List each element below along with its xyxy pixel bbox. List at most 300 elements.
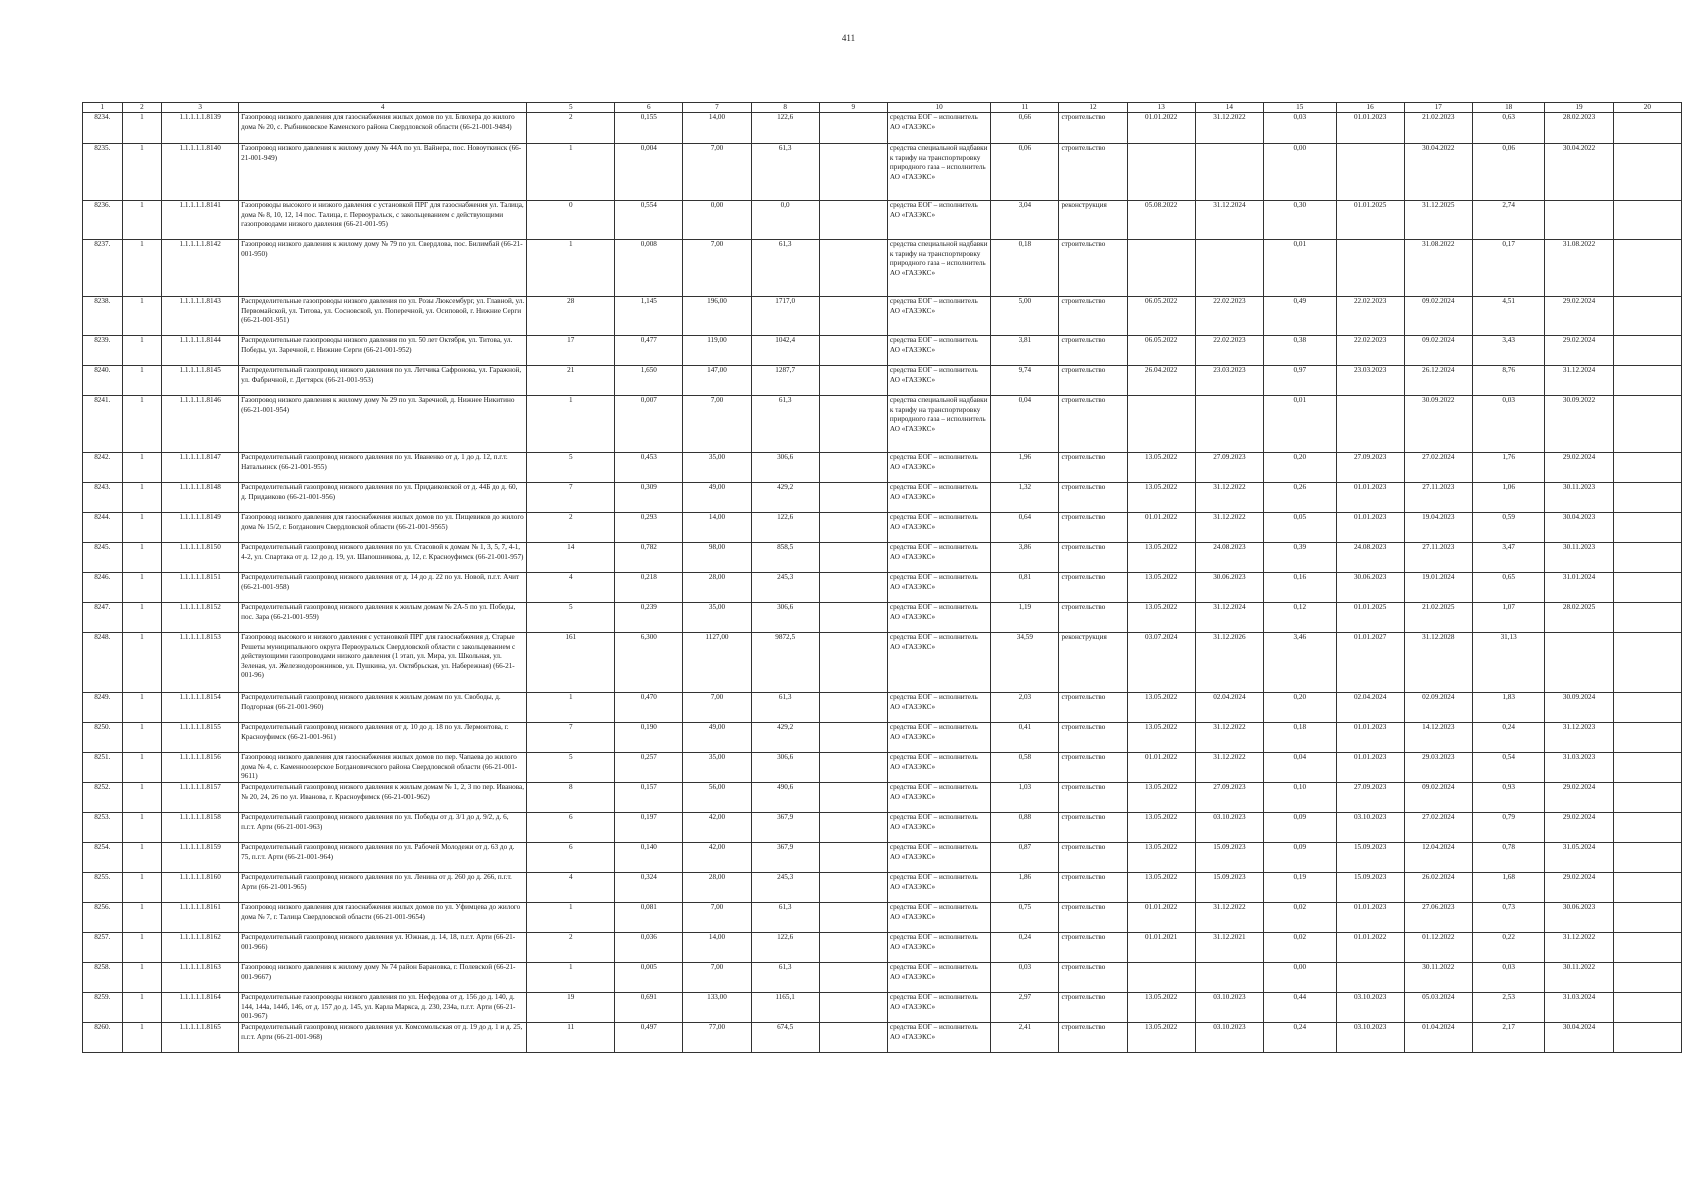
column-15-cell: 0,26	[1263, 483, 1336, 513]
column-2-cell: 1	[122, 543, 162, 573]
column-6-cell: 6,300	[615, 633, 683, 693]
column-20-cell	[1613, 993, 1681, 1023]
work-type-cell: строительство	[1059, 240, 1127, 297]
column-14-cell: 02.04.2024	[1195, 693, 1263, 723]
column-11-cell: 0,75	[991, 903, 1059, 933]
column-20-cell	[1613, 903, 1681, 933]
row-number-cell: 8259.	[83, 993, 123, 1023]
work-type-cell: строительство	[1059, 1023, 1127, 1053]
funding-source-cell: средства ЕОГ – исполнитель АО «ГАЗЭКС»	[887, 813, 990, 843]
item-code-cell: 1.1.1.1.1.8158	[162, 813, 239, 843]
row-number-cell: 8251.	[83, 753, 123, 783]
column-16-cell: 01.01.2023	[1336, 903, 1404, 933]
table-row	[83, 453, 1682, 483]
row-number-cell: 8249.	[83, 693, 123, 723]
column-5-cell: 6	[527, 843, 615, 873]
column-15-cell: 0,10	[1263, 783, 1336, 813]
object-description-cell: Распределительный газопровод низкого давления по ул. Летчика Сафронова, ул. Гаражной, ул. Фабричной, г. Дегтярск (66-21-001-953)	[239, 366, 527, 396]
column-15-cell: 0,02	[1263, 933, 1336, 963]
column-5-cell: 5	[527, 753, 615, 783]
column-16-cell: 22.02.2023	[1336, 297, 1404, 336]
work-type-cell: строительство	[1059, 783, 1127, 813]
row-number-cell: 8243.	[83, 483, 123, 513]
header-row	[83, 103, 1682, 113]
column-9-cell	[819, 297, 887, 336]
column-19-cell: 31.12.2022	[1545, 933, 1613, 963]
column-6-cell: 0,324	[615, 873, 683, 903]
column-13-cell: 05.08.2022	[1127, 201, 1195, 240]
column-6-cell: 0,239	[615, 603, 683, 633]
column-18-cell: 2,17	[1472, 1023, 1545, 1053]
column-15-cell: 3,46	[1263, 633, 1336, 693]
column-20-cell	[1613, 396, 1681, 453]
column-6-cell: 0,257	[615, 753, 683, 783]
column-9-cell	[819, 240, 887, 297]
funding-source-cell: средства ЕОГ – исполнитель АО «ГАЗЭКС»	[887, 543, 990, 573]
column-19-cell: 31.03.2023	[1545, 753, 1613, 783]
item-code-cell: 1.1.1.1.1.8162	[162, 933, 239, 963]
column-5-cell: 161	[527, 633, 615, 693]
column-2-cell: 1	[122, 963, 162, 993]
column-17-cell: 30.04.2022	[1404, 144, 1472, 201]
column-9-cell	[819, 336, 887, 366]
object-description-cell: Распределительный газопровод низкого давления к жилым домам № 1, 2, 3 по пер. Иванова, № 20, 24, 26 по ул. Иванова, г. Красноуфимск (66-21-001-962)	[239, 783, 527, 813]
column-19-cell: 29.02.2024	[1545, 453, 1613, 483]
column-9-cell	[819, 396, 887, 453]
column-17-cell: 19.01.2024	[1404, 573, 1472, 603]
column-7-cell: 49,00	[683, 723, 751, 753]
row-number-cell: 8236.	[83, 201, 123, 240]
column-6-cell: 0,497	[615, 1023, 683, 1053]
column-11-cell: 2,97	[991, 993, 1059, 1023]
column-6-cell: 0,293	[615, 513, 683, 543]
column-7-cell: 147,00	[683, 366, 751, 396]
object-description-cell: Газопровод низкого давления для газоснабжения жилых домов по ул. Уфимцева до жилого дома № 7, г. Талица Свердловской области (66-21-001-9654)	[239, 903, 527, 933]
column-5-cell: 2	[527, 933, 615, 963]
column-13-cell: 13.05.2022	[1127, 993, 1195, 1023]
column-5-cell: 14	[527, 543, 615, 573]
column-16-cell: 03.10.2023	[1336, 813, 1404, 843]
column-2-cell: 1	[122, 113, 162, 144]
column-16-cell: 15.09.2023	[1336, 843, 1404, 873]
column-9-cell	[819, 543, 887, 573]
column-15-cell: 0,97	[1263, 366, 1336, 396]
column-19-cell: 30.04.2024	[1545, 1023, 1613, 1053]
column-7-cell: 7,00	[683, 693, 751, 723]
object-description-cell: Газопровод низкого давления к жилому дому № 44А по ул. Вайнера, пос. Новоуткинск (66-21-001-949)	[239, 144, 527, 201]
item-code-cell: 1.1.1.1.1.8142	[162, 240, 239, 297]
column-19-cell: 29.02.2024	[1545, 783, 1613, 813]
column-9-cell	[819, 201, 887, 240]
column-19-cell: 28.02.2023	[1545, 113, 1613, 144]
column-15-cell: 0,24	[1263, 1023, 1336, 1053]
column-15-cell: 0,38	[1263, 336, 1336, 366]
column-9-cell	[819, 753, 887, 783]
object-description-cell: Распределительные газопроводы низкого давления по ул. Нефедова от д. 156 до д. 140, д. 144, 144а, 144б, 146, от д. 157 до д. 145, ул. Карла Маркса, д. 230, 234а, п.г.т. Арти (66-21-001-967)	[239, 993, 527, 1023]
column-2-cell: 1	[122, 201, 162, 240]
column-18-cell: 0,06	[1472, 144, 1545, 201]
column-5-cell: 6	[527, 813, 615, 843]
table-row	[83, 113, 1682, 144]
column-17-cell: 27.11.2023	[1404, 483, 1472, 513]
column-20-cell	[1613, 573, 1681, 603]
column-17-cell: 31.12.2028	[1404, 633, 1472, 693]
column-8-cell: 61,3	[751, 240, 819, 297]
column-20-cell	[1613, 240, 1681, 297]
column-8-cell: 674,5	[751, 1023, 819, 1053]
column-8-cell: 858,5	[751, 543, 819, 573]
row-number-cell: 8240.	[83, 366, 123, 396]
column-6-cell: 0,157	[615, 783, 683, 813]
column-20-cell	[1613, 513, 1681, 543]
item-code-cell: 1.1.1.1.1.8145	[162, 366, 239, 396]
column-17-cell: 27.02.2024	[1404, 813, 1472, 843]
column-8-cell: 245,3	[751, 873, 819, 903]
column-7-cell: 1127,00	[683, 633, 751, 693]
item-code-cell: 1.1.1.1.1.8164	[162, 993, 239, 1023]
column-14-cell: 31.12.2022	[1195, 753, 1263, 783]
column-14-cell: 31.12.2022	[1195, 513, 1263, 543]
column-11-cell: 2,03	[991, 693, 1059, 723]
object-description-cell: Распределительный газопровод низкого давления по ул. Ленина от д. 260 до д. 266, п.г.т. Арти (66-21-001-965)	[239, 873, 527, 903]
column-14-cell: 15.09.2023	[1195, 873, 1263, 903]
column-16-cell: 01.01.2023	[1336, 723, 1404, 753]
item-code-cell: 1.1.1.1.1.8146	[162, 396, 239, 453]
column-17-cell: 01.12.2022	[1404, 933, 1472, 963]
column-18-cell: 0,63	[1472, 113, 1545, 144]
object-description-cell: Распределительный газопровод низкого давления по ул. Придаиковской от д. 44Б до д. 60, д. Придаиково (66-21-001-956)	[239, 483, 527, 513]
column-18-cell: 8,76	[1472, 366, 1545, 396]
funding-source-cell: средства ЕОГ – исполнитель АО «ГАЗЭКС»	[887, 723, 990, 753]
column-20-cell	[1613, 366, 1681, 396]
column-14-cell: 31.12.2022	[1195, 723, 1263, 753]
object-description-cell: Газопровод высокого и низкого давления с установкой ПРГ для газоснабжения д. Старые Решеты муниципального округа Первоуральск Свердловской области с закольцеванием с действующими газопроводами низкого давления (1 этап, ул. Мира, ул. Школьная, ул. Зеленая, ул. Железнодорожников, ул. Пушкина, ул. Октябрьская, ул. Набережная) (66-21-001-96)	[239, 633, 527, 693]
column-11-cell: 0,04	[991, 396, 1059, 453]
column-6-cell: 0,005	[615, 963, 683, 993]
column-5-cell: 1	[527, 240, 615, 297]
column-5-cell: 1	[527, 144, 615, 201]
column-19-cell: 30.04.2022	[1545, 144, 1613, 201]
column-8-cell: 1717,0	[751, 297, 819, 336]
row-number-cell: 8234.	[83, 113, 123, 144]
work-type-cell: строительство	[1059, 993, 1127, 1023]
object-description-cell: Газопровод низкого давления к жилому дому № 29 по ул. Заречной, д. Нижнее Никитино (66-21-001-954)	[239, 396, 527, 453]
column-7-cell: 42,00	[683, 843, 751, 873]
object-description-cell: Газопровод низкого давления к жилому дому № 74 район Барановка, г. Полевской (66-21-001-9667)	[239, 963, 527, 993]
funding-source-cell: средства ЕОГ – исполнитель АО «ГАЗЭКС»	[887, 963, 990, 993]
column-15-cell: 0,05	[1263, 513, 1336, 543]
column-7-cell: 7,00	[683, 396, 751, 453]
column-7-cell: 7,00	[683, 144, 751, 201]
column-11-cell: 5,00	[991, 297, 1059, 336]
column-6-cell: 0,453	[615, 453, 683, 483]
work-type-cell: строительство	[1059, 903, 1127, 933]
column-17-cell: 05.03.2024	[1404, 993, 1472, 1023]
row-number-cell: 8253.	[83, 813, 123, 843]
column-9-cell	[819, 813, 887, 843]
column-9-cell	[819, 366, 887, 396]
column-20-cell	[1613, 144, 1681, 201]
column-13-cell: 13.05.2022	[1127, 603, 1195, 633]
column-8-cell: 9872,5	[751, 633, 819, 693]
column-5-cell: 7	[527, 723, 615, 753]
column-18-cell: 0,54	[1472, 753, 1545, 783]
column-11-cell: 3,86	[991, 543, 1059, 573]
column-18-cell: 1,06	[1472, 483, 1545, 513]
column-9-cell	[819, 693, 887, 723]
column-20-cell	[1613, 336, 1681, 366]
column-7-cell: 49,00	[683, 483, 751, 513]
column-6-cell: 0,782	[615, 543, 683, 573]
column-18-cell: 0,79	[1472, 813, 1545, 843]
object-description-cell: Распределительный газопровод низкого давления ул. Южная, д. 14, 18, п.г.т. Арти (66-21-001-966)	[239, 933, 527, 963]
work-type-cell: реконструкция	[1059, 201, 1127, 240]
column-8-cell: 306,6	[751, 753, 819, 783]
column-16-cell: 27.09.2023	[1336, 783, 1404, 813]
column-5-cell: 17	[527, 336, 615, 366]
column-19-cell: 29.02.2024	[1545, 336, 1613, 366]
funding-source-cell: средства специальной надбавки к тарифу на транспортировку природного газа – исполнитель АО «ГАЗЭКС»	[887, 240, 990, 297]
column-16-cell: 01.01.2022	[1336, 933, 1404, 963]
table-row	[83, 933, 1682, 963]
column-16-cell	[1336, 963, 1404, 993]
row-number-cell: 8255.	[83, 873, 123, 903]
column-6-cell: 0,218	[615, 573, 683, 603]
column-18-cell: 1,83	[1472, 693, 1545, 723]
column-17-cell: 09.02.2024	[1404, 336, 1472, 366]
item-code-cell: 1.1.1.1.1.8152	[162, 603, 239, 633]
column-17-cell: 12.04.2024	[1404, 843, 1472, 873]
table-row	[83, 723, 1682, 753]
row-number-cell: 8241.	[83, 396, 123, 453]
table-row	[83, 633, 1682, 693]
column-15-cell: 0,20	[1263, 453, 1336, 483]
column-header: 4	[239, 103, 527, 113]
column-13-cell: 01.01.2022	[1127, 113, 1195, 144]
column-7-cell: 35,00	[683, 603, 751, 633]
column-14-cell	[1195, 963, 1263, 993]
item-code-cell: 1.1.1.1.1.8165	[162, 1023, 239, 1053]
column-8-cell: 1042,4	[751, 336, 819, 366]
item-code-cell: 1.1.1.1.1.8154	[162, 693, 239, 723]
column-17-cell: 02.09.2024	[1404, 693, 1472, 723]
column-14-cell	[1195, 240, 1263, 297]
work-type-cell: строительство	[1059, 513, 1127, 543]
funding-source-cell: средства ЕОГ – исполнитель АО «ГАЗЭКС»	[887, 453, 990, 483]
column-18-cell: 0,78	[1472, 843, 1545, 873]
column-20-cell	[1613, 603, 1681, 633]
column-15-cell: 0,00	[1263, 963, 1336, 993]
item-code-cell: 1.1.1.1.1.8156	[162, 753, 239, 783]
funding-source-cell: средства ЕОГ – исполнитель АО «ГАЗЭКС»	[887, 1023, 990, 1053]
column-7-cell: 28,00	[683, 573, 751, 603]
column-6-cell: 0,008	[615, 240, 683, 297]
column-5-cell: 1	[527, 693, 615, 723]
column-7-cell: 42,00	[683, 813, 751, 843]
work-type-cell: строительство	[1059, 113, 1127, 144]
column-7-cell: 14,00	[683, 113, 751, 144]
column-14-cell: 23.03.2023	[1195, 366, 1263, 396]
object-description-cell: Распределительный газопровод низкого давления по ул. Победы от д. 3/1 до д. 9/2, д. 6, п.г.т. Арти (66-21-001-963)	[239, 813, 527, 843]
column-5-cell: 5	[527, 603, 615, 633]
column-13-cell: 13.05.2022	[1127, 783, 1195, 813]
column-5-cell: 2	[527, 113, 615, 144]
column-19-cell: 31.05.2024	[1545, 843, 1613, 873]
column-15-cell: 0,18	[1263, 723, 1336, 753]
table-row	[83, 843, 1682, 873]
funding-source-cell: средства ЕОГ – исполнитель АО «ГАЗЭКС»	[887, 336, 990, 366]
column-6-cell: 0,554	[615, 201, 683, 240]
object-description-cell: Распределительный газопровод низкого давления от д. 10 до д. 18 по ул. Лермонтова, г. Красноуфимск (66-21-001-961)	[239, 723, 527, 753]
column-20-cell	[1613, 1023, 1681, 1053]
column-header: 13	[1127, 103, 1195, 113]
item-code-cell: 1.1.1.1.1.8144	[162, 336, 239, 366]
column-17-cell: 29.03.2023	[1404, 753, 1472, 783]
column-2-cell: 1	[122, 144, 162, 201]
column-18-cell: 3,43	[1472, 336, 1545, 366]
column-6-cell: 0,691	[615, 993, 683, 1023]
table-row	[83, 201, 1682, 240]
table-row	[83, 543, 1682, 573]
column-2-cell: 1	[122, 603, 162, 633]
column-20-cell	[1613, 963, 1681, 993]
table-row	[83, 513, 1682, 543]
column-7-cell: 119,00	[683, 336, 751, 366]
column-16-cell	[1336, 144, 1404, 201]
column-11-cell: 0,88	[991, 813, 1059, 843]
column-19-cell: 30.11.2022	[1545, 963, 1613, 993]
column-17-cell: 27.06.2023	[1404, 903, 1472, 933]
column-header: 11	[991, 103, 1059, 113]
column-9-cell	[819, 723, 887, 753]
object-description-cell: Распределительные газопроводы низкого давления по ул. Розы Люксембург, ул. Главной, ул. Первомайской, ул. Титова, ул. Сосновской, ул. Поперечной, ул. Осиповой, г. Нижние Серги (66-21-001-951)	[239, 297, 527, 336]
work-type-cell: строительство	[1059, 603, 1127, 633]
column-15-cell: 0,12	[1263, 603, 1336, 633]
column-18-cell: 0,93	[1472, 783, 1545, 813]
table-row	[83, 783, 1682, 813]
column-13-cell: 13.05.2022	[1127, 573, 1195, 603]
column-14-cell: 03.10.2023	[1195, 813, 1263, 843]
work-type-cell: строительство	[1059, 753, 1127, 783]
column-11-cell: 0,66	[991, 113, 1059, 144]
column-19-cell: 29.02.2024	[1545, 297, 1613, 336]
column-5-cell: 28	[527, 297, 615, 336]
column-7-cell: 98,00	[683, 543, 751, 573]
column-8-cell: 367,9	[751, 843, 819, 873]
column-20-cell	[1613, 201, 1681, 240]
column-header: 10	[887, 103, 990, 113]
column-14-cell: 22.02.2023	[1195, 297, 1263, 336]
column-17-cell: 31.12.2025	[1404, 201, 1472, 240]
object-description-cell: Газопровод низкого давления для газоснабжения жилых домов по ул. Пищевиков до жилого дома № 15/2, г. Богданович Свердловской области (66-21-001-9565)	[239, 513, 527, 543]
column-7-cell: 7,00	[683, 240, 751, 297]
funding-source-cell: средства ЕОГ – исполнитель АО «ГАЗЭКС»	[887, 366, 990, 396]
column-5-cell: 1	[527, 903, 615, 933]
column-14-cell: 27.09.2023	[1195, 453, 1263, 483]
column-13-cell: 06.05.2022	[1127, 297, 1195, 336]
column-11-cell: 3,04	[991, 201, 1059, 240]
column-header: 20	[1613, 103, 1681, 113]
row-number-cell: 8244.	[83, 513, 123, 543]
table-row	[83, 240, 1682, 297]
funding-source-cell: средства специальной надбавки к тарифу на транспортировку природного газа – исполнитель АО «ГАЗЭКС»	[887, 144, 990, 201]
column-16-cell: 23.03.2023	[1336, 366, 1404, 396]
row-number-cell: 8247.	[83, 603, 123, 633]
column-17-cell: 26.12.2024	[1404, 366, 1472, 396]
object-description-cell: Распределительный газопровод низкого давления по ул. Рабочей Молодежи от д. 63 до д. 75, п.г.т. Арти (66-21-001-964)	[239, 843, 527, 873]
column-2-cell: 1	[122, 633, 162, 693]
column-15-cell: 0,20	[1263, 693, 1336, 723]
funding-source-cell: средства ЕОГ – исполнитель АО «ГАЗЭКС»	[887, 113, 990, 144]
work-type-cell: строительство	[1059, 483, 1127, 513]
column-5-cell: 2	[527, 513, 615, 543]
column-15-cell: 0,30	[1263, 201, 1336, 240]
column-2-cell: 1	[122, 813, 162, 843]
column-header: 7	[683, 103, 751, 113]
column-7-cell: 28,00	[683, 873, 751, 903]
funding-source-cell: средства ЕОГ – исполнитель АО «ГАЗЭКС»	[887, 573, 990, 603]
work-type-cell: строительство	[1059, 813, 1127, 843]
column-15-cell: 0,04	[1263, 753, 1336, 783]
column-13-cell: 13.05.2022	[1127, 453, 1195, 483]
column-15-cell: 0,39	[1263, 543, 1336, 573]
column-9-cell	[819, 113, 887, 144]
column-2-cell: 1	[122, 903, 162, 933]
object-description-cell: Газопроводы высокого и низкого давления с установкой ПРГ для газоснабжения ул. Талица, дома № 8, 10, 12, 14 пос. Талица, г. Первоуральск, с закольцеванием с действующими газопроводами низкого давления (66-21-001-95)	[239, 201, 527, 240]
column-19-cell: 31.12.2024	[1545, 366, 1613, 396]
column-13-cell	[1127, 144, 1195, 201]
column-9-cell	[819, 144, 887, 201]
table-row	[83, 603, 1682, 633]
column-11-cell: 1,96	[991, 453, 1059, 483]
object-description-cell: Газопровод низкого давления для газоснабжения жилых домов по пер. Чапаева до жилого дома № 4, с. Каменноозерское Богдановичского района Свердловской области (66-21-001-9611)	[239, 753, 527, 783]
item-code-cell: 1.1.1.1.1.8150	[162, 543, 239, 573]
column-11-cell: 0,41	[991, 723, 1059, 753]
column-2-cell: 1	[122, 933, 162, 963]
column-8-cell: 0,0	[751, 201, 819, 240]
column-9-cell	[819, 573, 887, 603]
column-19-cell: 30.11.2023	[1545, 543, 1613, 573]
column-2-cell: 1	[122, 753, 162, 783]
column-15-cell: 0,00	[1263, 144, 1336, 201]
column-9-cell	[819, 603, 887, 633]
column-2-cell: 1	[122, 513, 162, 543]
funding-source-cell: средства ЕОГ – исполнитель АО «ГАЗЭКС»	[887, 933, 990, 963]
work-type-cell: строительство	[1059, 396, 1127, 453]
column-17-cell: 19.04.2023	[1404, 513, 1472, 543]
funding-source-cell: средства ЕОГ – исполнитель АО «ГАЗЭКС»	[887, 483, 990, 513]
column-7-cell: 77,00	[683, 1023, 751, 1053]
funding-source-cell: средства ЕОГ – исполнитель АО «ГАЗЭКС»	[887, 633, 990, 693]
row-number-cell: 8252.	[83, 783, 123, 813]
column-19-cell	[1545, 201, 1613, 240]
column-16-cell: 27.09.2023	[1336, 453, 1404, 483]
column-9-cell	[819, 933, 887, 963]
column-20-cell	[1613, 483, 1681, 513]
column-7-cell: 14,00	[683, 513, 751, 543]
column-17-cell: 30.09.2022	[1404, 396, 1472, 453]
column-13-cell: 01.01.2022	[1127, 903, 1195, 933]
column-15-cell: 0,16	[1263, 573, 1336, 603]
column-5-cell: 1	[527, 963, 615, 993]
column-8-cell: 306,6	[751, 453, 819, 483]
column-13-cell: 13.05.2022	[1127, 723, 1195, 753]
work-type-cell: строительство	[1059, 843, 1127, 873]
column-7-cell: 7,00	[683, 963, 751, 993]
column-5-cell: 4	[527, 873, 615, 903]
column-6-cell: 0,081	[615, 903, 683, 933]
item-code-cell: 1.1.1.1.1.8157	[162, 783, 239, 813]
